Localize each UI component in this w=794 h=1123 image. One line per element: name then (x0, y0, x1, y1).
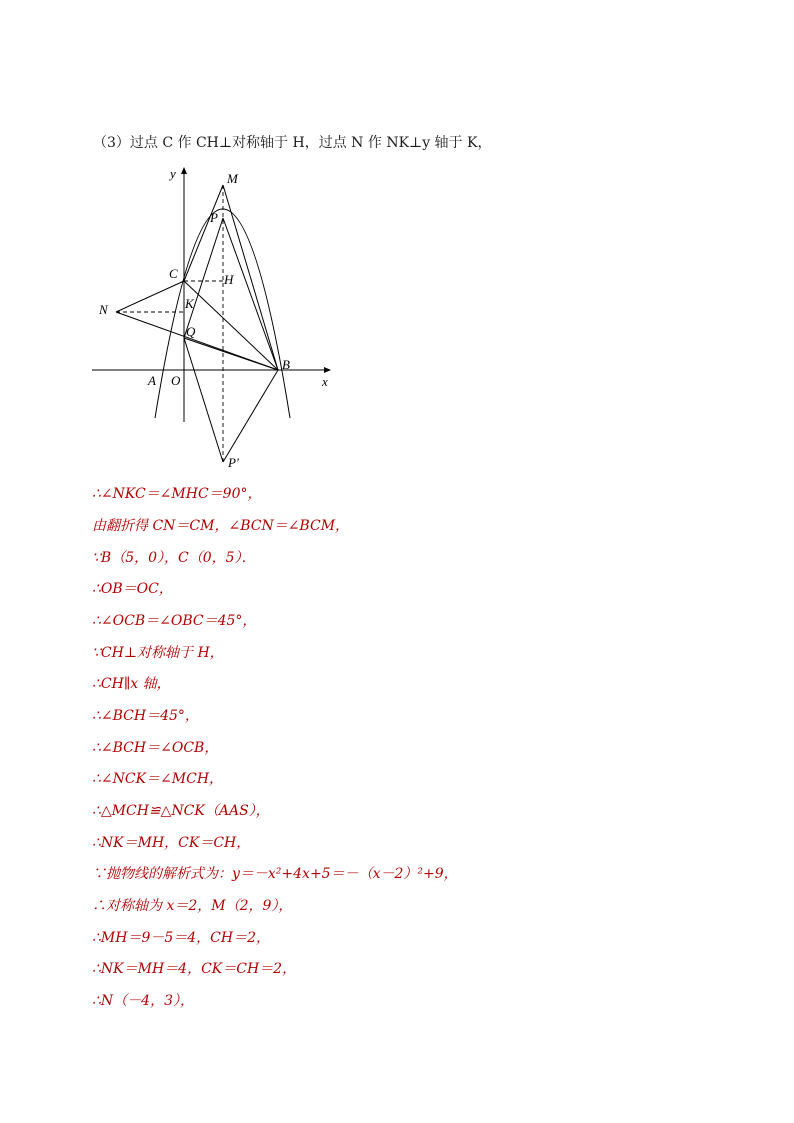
proof-line: ∴∠BCH＝45°， (92, 708, 199, 724)
proof-line: ∴OB＝OC， (92, 581, 173, 597)
parabola-diagram (90, 160, 340, 475)
label-x: x (322, 374, 328, 389)
proof-line: ∴∠NKC＝∠MHC＝90°， (92, 486, 262, 502)
proof-line: ∴N（－4，3）， (92, 993, 194, 1009)
proof-line: 由翻折得 CN＝CM，∠BCN＝∠BCM， (92, 518, 350, 534)
label-O: O (171, 373, 181, 388)
proof-line: ∵抛物线的解析式为：y＝－x²+4x+5＝－（x－2）²+9， (92, 866, 458, 882)
segment-CN (116, 281, 184, 312)
segment-CM (184, 185, 223, 281)
label-K: K (185, 296, 194, 311)
segment-QPprime (184, 338, 223, 462)
proof-line: ∴NK＝MH＝4，CK＝CH＝2， (92, 961, 297, 977)
label-H: H (224, 272, 234, 287)
proof-line: ∴△MCH≌△NCK（AAS）， (92, 803, 270, 819)
segment-QB (184, 338, 278, 370)
proof-line: ∴∠BCH＝∠OCB， (92, 740, 219, 756)
label-C: C (169, 266, 178, 281)
segment-PQ (184, 218, 223, 338)
proof-line: ∴NK＝MH，CK＝CH， (92, 835, 251, 851)
proof-line: ∴MH＝9－5＝4，CH＝2， (92, 930, 271, 946)
proof-line: ∵CH⊥对称轴于 H， (92, 645, 224, 661)
label-P-prime: P′ (228, 455, 239, 470)
proof-line: ∴∠NCK＝∠MCH， (92, 771, 224, 787)
label-M: M (227, 171, 238, 186)
label-y: y (170, 166, 176, 181)
proof-line: ∵B（5，0），C（0，5）． (92, 550, 256, 566)
segment-PB (223, 218, 278, 370)
label-A: A (148, 373, 156, 388)
label-B: B (282, 357, 290, 372)
geometry-figure (90, 160, 340, 475)
segment-PprimeB (223, 370, 278, 462)
intro-text: （3）过点 C 作 CH⊥对称轴于 H，过点 N 作 NK⊥y 轴于 K， (93, 135, 492, 151)
label-N: N (99, 302, 108, 317)
proof-line: ∴∠OCB＝∠OBC＝45°， (92, 613, 257, 629)
label-Q: Q (186, 324, 196, 339)
proof-line: ∴CH∥x 轴， (92, 676, 171, 692)
proof-line: ∴对称轴为 x＝2，M（2，9）， (92, 898, 293, 914)
label-P: P (210, 210, 218, 225)
